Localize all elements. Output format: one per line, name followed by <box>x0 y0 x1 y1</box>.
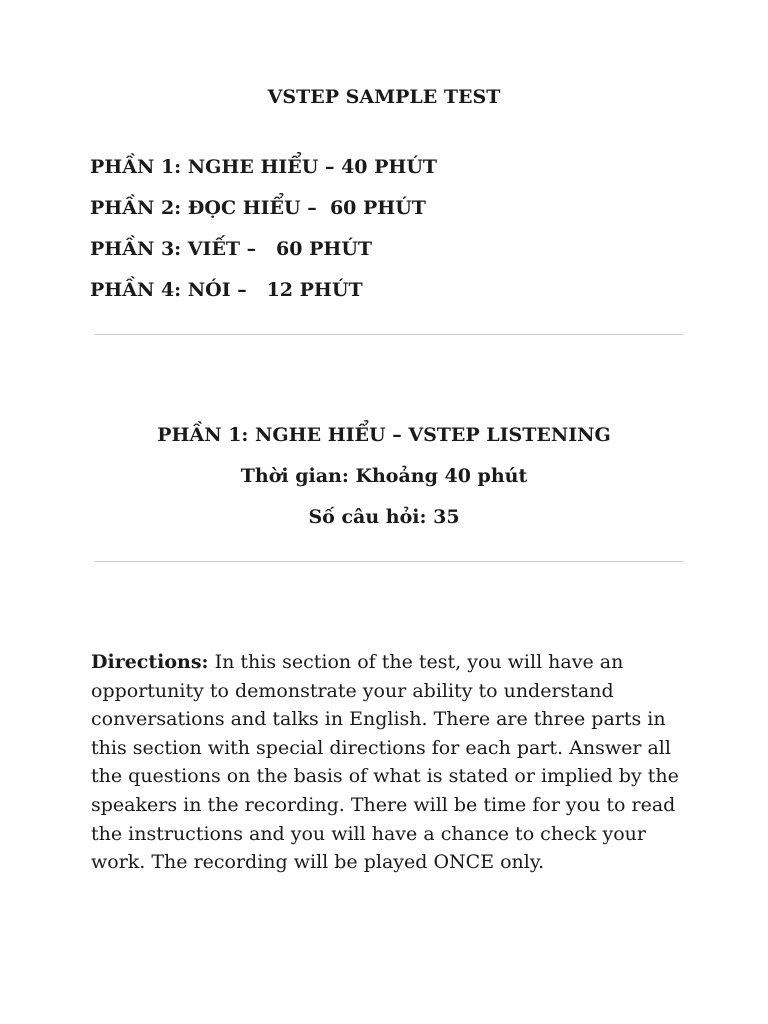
section-writing: PHẦN 3: VIẾT – 60 PHÚT <box>90 238 373 260</box>
section-reading: PHẦN 2: ĐỌC HIỂU – 60 PHÚT <box>90 197 426 219</box>
listening-heading: PHẦN 1: NGHE HIỂU – VSTEP LISTENING <box>157 424 611 446</box>
directions-paragraph <box>91 648 691 877</box>
listening-header <box>0 422 768 545</box>
listening-question-count: Số câu hỏi: 35 <box>308 506 460 528</box>
directions-label: Directions: <box>91 651 209 673</box>
divider-bottom <box>95 561 683 562</box>
listening-time: Thời gian: Khoảng 40 phút <box>240 465 528 487</box>
divider-top <box>95 334 683 335</box>
section-listening: PHẦN 1: NGHE HIỂU – 40 PHÚT <box>90 156 438 178</box>
sections-list <box>90 154 690 318</box>
page-title: VSTEP SAMPLE TEST <box>267 86 501 108</box>
section-speaking: PHẦN 4: NÓI – 12 PHÚT <box>90 279 363 301</box>
directions-text: In this section of the test, you will have an opportunity to demonstrate your ability to understand conversations and talks in English. There are three parts in this section with special directions for each part. Answer all the questions on the basis of what is stated or implied by the speakers in the recording. There will be time for you to read the instructions and you will have a chance to check your work. The recording will be played ONCE only. <box>91 651 679 874</box>
